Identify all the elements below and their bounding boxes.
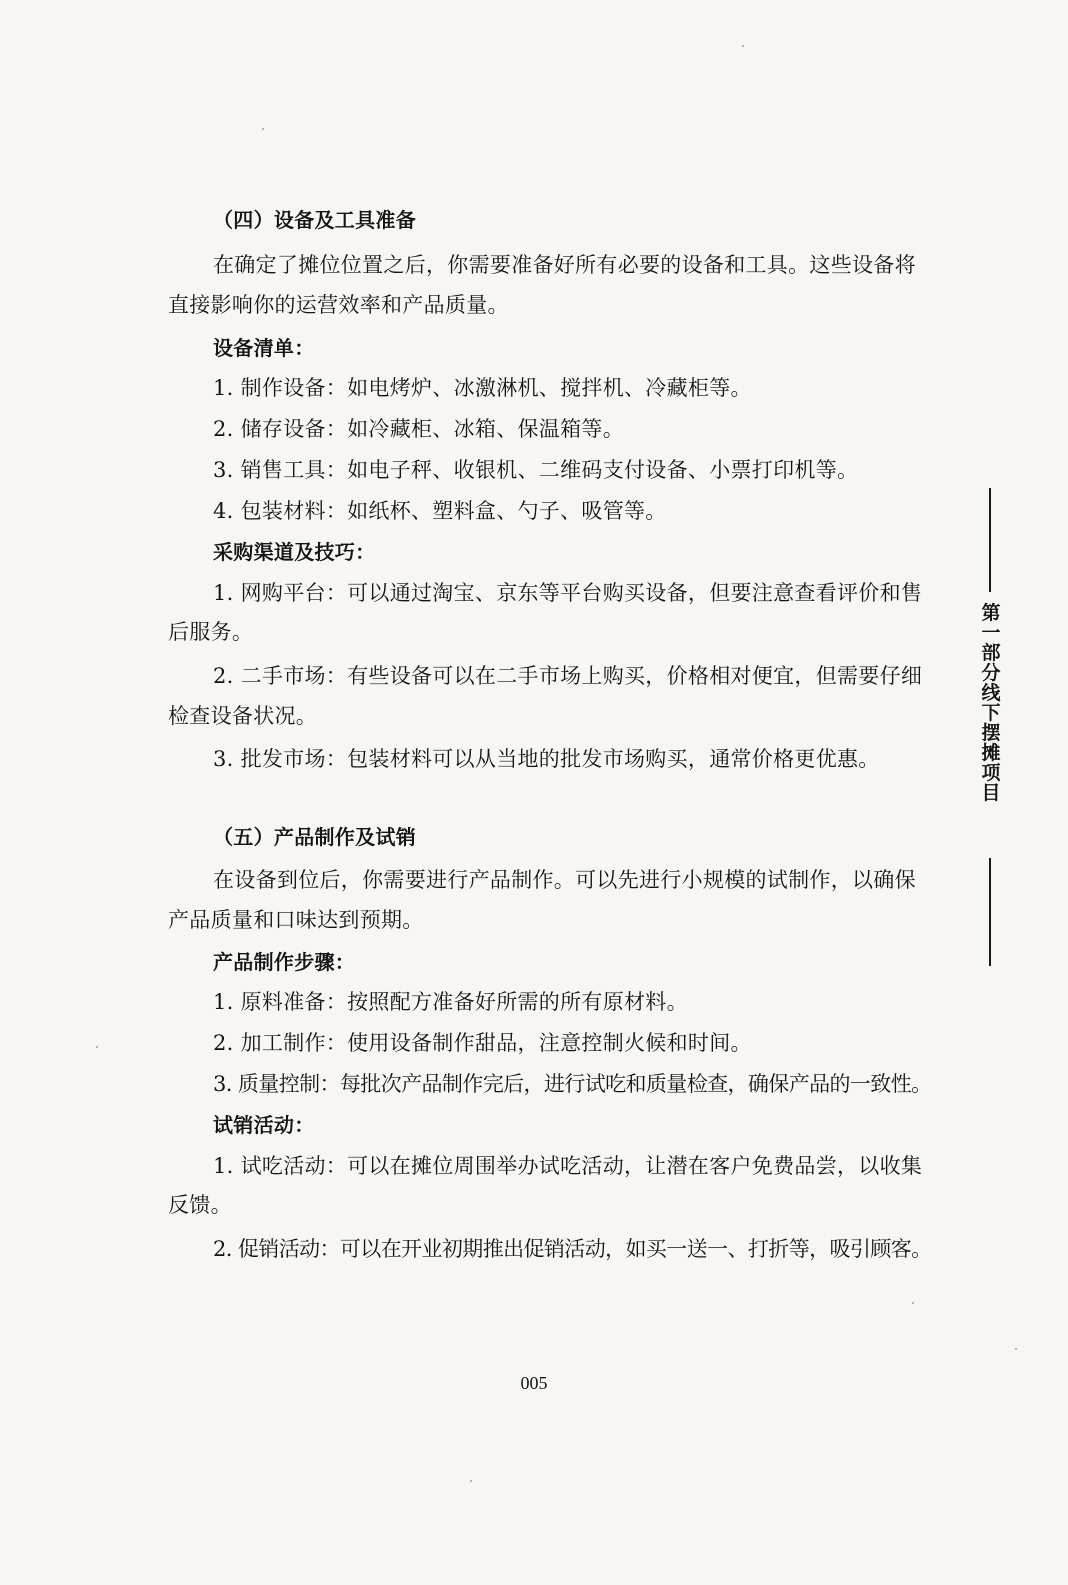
scan-speck: [96, 1046, 98, 1048]
sidebar-rule-top: [989, 488, 991, 592]
paragraph-line: 在设备到位后，你需要进行产品制作。可以先进行小规模的试制作，以确保: [213, 868, 916, 892]
subsection-title: 设备清单：: [213, 336, 315, 360]
scan-speck: [742, 45, 744, 47]
list-item: 2. 储存设备：如冷藏柜、冰箱、保温箱等。: [213, 417, 625, 441]
section-heading: （四）设备及工具准备: [213, 208, 416, 232]
scan-speck: [1015, 1348, 1017, 1350]
list-item: 4. 包装材料：如纸杯、塑料盒、勺子、吸管等。: [213, 499, 667, 523]
paragraph-line: 产品质量和口味达到预期。: [168, 908, 424, 932]
sidebar-rule-bottom: [989, 858, 991, 966]
scan-speck: [912, 1302, 914, 1304]
list-item: 3. 批发市场：包装材料可以从当地的批发市场购买，通常价格更优惠。: [213, 747, 880, 771]
sidebar-section-label: 第一部分 线下摆摊项目: [981, 602, 1001, 804]
list-item: 3. 质量控制：每批次产品制作完后，进行试吃和质量检查，确保产品的一致性。: [213, 1072, 932, 1096]
subsection-title: 采购渠道及技巧：: [213, 540, 376, 564]
paragraph-line: 直接影响你的运营效率和产品质量。: [168, 293, 509, 317]
subsection-title: 产品制作步骤：: [213, 950, 356, 974]
subsection-title: 试销活动：: [213, 1113, 315, 1137]
list-item: 2. 二手市场：有些设备可以在二手市场上购买，价格相对便宜，但需要仔细: [213, 664, 923, 688]
scan-speck: [262, 128, 264, 130]
list-item: 3. 销售工具：如电子秤、收银机、二维码支付设备、小票打印机等。: [213, 458, 859, 482]
list-item: 1. 试吃活动：可以在摊位周围举办试吃活动，让潜在客户免费品尝，以收集: [213, 1154, 923, 1178]
list-item-continuation: 后服务。: [168, 620, 254, 644]
page-number: 005: [520, 1373, 548, 1393]
section-heading: （五）产品制作及试销: [213, 825, 416, 849]
scan-speck: [470, 1480, 472, 1482]
list-item: 2. 促销活动：可以在开业初期推出促销活动，如买一送一、打折等，吸引顾客。: [213, 1237, 932, 1261]
list-item: 1. 网购平台：可以通过淘宝、京东等平台购买设备，但要注意查看评价和售: [213, 581, 923, 605]
list-item: 2. 加工制作：使用设备制作甜品，注意控制火候和时间。: [213, 1031, 752, 1055]
list-item-continuation: 检查设备状况。: [168, 704, 318, 728]
list-item-continuation: 反馈。: [168, 1193, 232, 1217]
list-item: 1. 原料准备：按照配方准备好所需的所有原材料。: [213, 990, 688, 1014]
list-item: 1. 制作设备：如电烤炉、冰激淋机、搅拌机、冷藏柜等。: [213, 376, 752, 400]
paragraph-line: 在确定了摊位位置之后，你需要准备好所有必要的设备和工具。这些设备将: [213, 253, 916, 277]
